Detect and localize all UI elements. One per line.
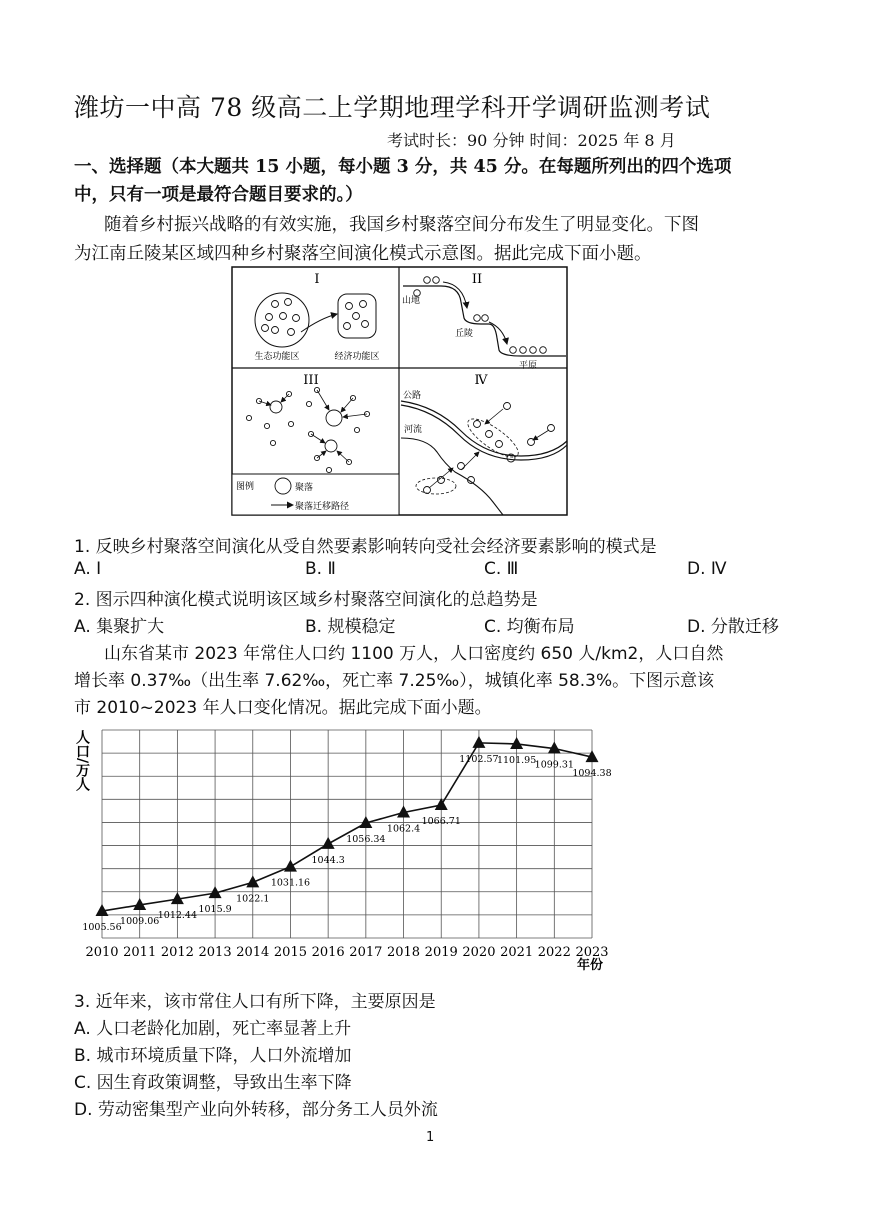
hill-label: 丘陵 [455, 329, 474, 339]
passage2-line3: 市 2010~2023 年人口变化情况。据此完成下面小题。 [74, 698, 492, 718]
x-tick-label: 2018 [386, 945, 421, 960]
econ-zone-label: 经济功能区 [334, 352, 380, 362]
data-label: 1099.31 [534, 759, 574, 771]
panel-label-2: II [471, 272, 483, 287]
terrain-settlements [414, 277, 547, 354]
x-tick-label: 2023 [575, 945, 609, 960]
section-heading-line1: 一、选择题（本大题共 15 小题，每小题 3 分，共 45 分。在每题所列出的四个选项 [74, 157, 732, 177]
river-label: 河流 [404, 425, 423, 435]
x-tick-label: 2022 [537, 945, 571, 960]
population-series-line [102, 743, 592, 911]
question-1-stem: 1. 反映乡村聚落空间演化从受自然要素影响转向受社会经济要素影响的模式是 [74, 537, 657, 557]
x-axis-label: 年份 [576, 958, 604, 973]
cluster-ellipses [416, 413, 523, 494]
section-heading-line2: 中，只有一项是最符合题目要求的。） [74, 185, 363, 205]
data-label: 1031.16 [270, 877, 311, 889]
data-point-marker [472, 736, 485, 748]
data-point-marker [510, 737, 523, 749]
question-3-option-d[interactable]: D. 劳动密集型产业向外转移，部分务工人员外流 [74, 1100, 438, 1120]
question-3-option-c[interactable]: C. 因生育政策调整，导致出生率下降 [74, 1073, 352, 1093]
x-tick-label: 2021 [500, 945, 534, 960]
chart-marks [82, 736, 611, 960]
mountain-label: 山地 [402, 296, 421, 306]
panel-label-3: III [303, 373, 319, 388]
road-line-1 [401, 401, 567, 456]
x-tick-label: 2013 [198, 945, 232, 960]
data-label: 1005.56 [82, 922, 122, 934]
panel-label-4: Ⅳ [474, 373, 488, 388]
data-label: 1094.38 [572, 768, 612, 780]
plain-label: 平原 [519, 361, 538, 371]
y-axis-label: 人口/万人 [74, 730, 90, 792]
passage1-line2: 为江南丘陵某区域四种乡村聚落空间演化模式示意图。据此完成下面小题。 [74, 244, 652, 264]
settlement-evolution-diagram [231, 266, 568, 516]
question-3-option-b[interactable]: B. 城市环境质量下降，人口外流增加 [74, 1046, 352, 1066]
data-label: 1012.44 [157, 910, 198, 922]
data-label: 1015.9 [198, 904, 232, 916]
data-label: 1102.57 [459, 753, 499, 765]
data-point-marker [246, 875, 259, 887]
eco-settlements [262, 299, 300, 336]
question-2-stem: 2. 图示四种演化模式说明该区域乡村聚落空间演化的总趋势是 [74, 590, 538, 610]
question-3-option-a[interactable]: A. 人口老龄化加剧，死亡率显著上升 [74, 1019, 352, 1039]
eco-zone-label: 生态功能区 [254, 352, 300, 362]
x-tick-label: 2014 [236, 945, 270, 960]
data-point-marker [322, 837, 335, 849]
panel-label-1: I [314, 272, 320, 287]
data-point-marker [435, 798, 448, 810]
passage2-line1: 山东省某市 2023 年常住人口约 1100 万人，人口密度约 650 人/km2，人口自然 [104, 644, 724, 664]
data-label: 1009.06 [120, 915, 160, 927]
question-2-option-c[interactable]: C. 均衡布局 [484, 617, 575, 637]
question-1-option-a[interactable]: A. Ⅰ [74, 559, 102, 579]
question-3-stem: 3. 近年来，该市常住人口有所下降，主要原因是 [74, 992, 436, 1012]
exam-title: 潍坊一中高 78 级高二上学期地理学科开学调研监测考试 [74, 93, 711, 122]
data-label: 1066.71 [421, 816, 461, 828]
x-tick-label: 2011 [123, 945, 157, 960]
legend-title: 图例 [236, 482, 255, 492]
exam-meta: 考试时长：90 分钟 时间：2025 年 8 月 [387, 131, 676, 150]
question-1-option-c[interactable]: C. Ⅲ [484, 559, 519, 579]
data-point-marker [284, 860, 297, 872]
x-tick-label: 2017 [349, 945, 383, 960]
legend-path-label: 聚落迁移路径 [295, 502, 350, 512]
question-1-option-b[interactable]: B. Ⅱ [305, 559, 336, 579]
legend-settlement-label: 聚落 [295, 483, 314, 493]
x-tick-label: 2015 [273, 945, 308, 960]
passage1-line1: 随着乡村振兴战略的有效实施，我国乡村聚落空间分布发生了明显变化。下图 [104, 215, 699, 235]
question-2-option-b[interactable]: B. 规模稳定 [305, 617, 396, 637]
eco-zone-circle [255, 293, 309, 347]
migration-arrow-1 [301, 314, 337, 332]
x-tick-label: 2012 [160, 945, 194, 960]
x-tick-label: 2010 [85, 945, 119, 960]
road-label: 公路 [403, 391, 422, 401]
data-label: 1101.95 [496, 754, 537, 766]
passage2-line2: 增长率 0.37‰（出生率 7.62‰，死亡率 7.25‰），城镇化率 58.3%。下图示意该 [74, 671, 715, 691]
x-tick-label: 2020 [462, 945, 496, 960]
data-label: 1022.1 [236, 893, 270, 905]
population-line-chart [70, 722, 620, 977]
x-tick-label: 2019 [424, 945, 458, 960]
data-label: 1056.34 [346, 834, 386, 846]
econ-settlements [344, 301, 369, 330]
econ-zone-box [338, 294, 376, 338]
data-label: 1062.4 [386, 823, 421, 835]
road-migration-arrows [429, 409, 549, 488]
data-label: 1044.3 [311, 854, 345, 866]
road-line-2 [401, 405, 567, 460]
x-tick-label: 2016 [311, 945, 345, 960]
question-2-option-a[interactable]: A. 集聚扩大 [74, 617, 165, 637]
question-2-option-d[interactable]: D. 分散迁移 [687, 617, 779, 637]
page-number: 1 [426, 1130, 435, 1145]
question-1-option-d[interactable]: D. Ⅳ [687, 559, 727, 579]
